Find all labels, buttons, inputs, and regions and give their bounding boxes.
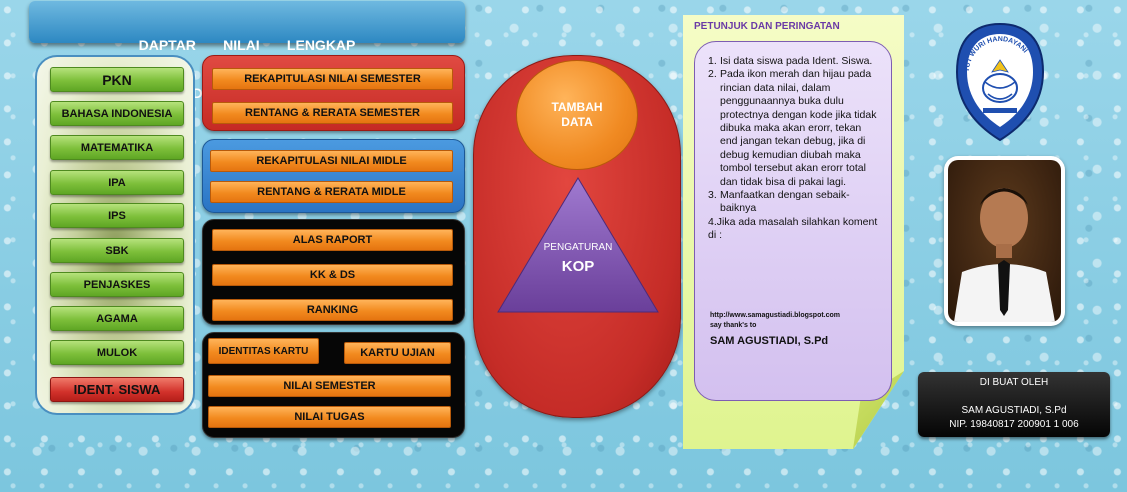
instruction-number: 2. [708, 68, 717, 81]
subject-button-mulok[interactable]: MULOK [50, 340, 184, 365]
tut-wuri-handayani-logo [955, 22, 1045, 142]
app-title-line1: DAPTAR NILAI LENGKAP [138, 37, 356, 53]
subject-button-ips[interactable]: IPS [50, 203, 184, 228]
subject-button-bahasa-indonesia[interactable]: BAHASA INDONESIA [50, 101, 184, 126]
author-nip: NIP. 19840817 200901 1 006 [949, 419, 1079, 430]
instruction-text: Isi data siswa pada Ident. Siswa. [720, 55, 873, 67]
author-photo [944, 156, 1065, 326]
instruction-text: Pada ikon merah dan hijau pada rincian data nilai, dalam penggunaannya buka dulu protectnya dengan kode jika tidak dibuka maka akan erorr, tekan end jangan tekan debug, jika di debug kemudian diubah maka tombol tersebut akan erorr total dan tidak bisa di pakai lagi. [720, 68, 877, 188]
subject-button-sbk[interactable]: SBK [50, 238, 184, 263]
author-created-by: DI BUAT OLEH [979, 377, 1049, 388]
instructions-title: PETUNJUK DAN PERINGATAN [694, 21, 840, 32]
ident-siswa-button[interactable]: IDENT. SISWA [50, 377, 184, 402]
blog-url [710, 311, 880, 331]
rentang-rerata-midle-button[interactable]: RENTANG & RERATA MIDLE [210, 181, 453, 203]
pengaturan-label: PENGATURAN [543, 242, 613, 253]
ranking-button[interactable]: RANKING [212, 299, 453, 321]
kk-ds-button[interactable]: KK & DS [212, 264, 453, 286]
subject-button-ipa[interactable]: IPA [50, 170, 184, 195]
instruction-text: Manfaatkan dengan sebaik-baiknya [720, 189, 850, 215]
instruction-number: 1. [708, 55, 717, 67]
rentang-rerata-semester-button[interactable]: RENTANG & RERATA SEMESTER [212, 102, 453, 124]
identitas-kartu-button[interactable]: IDENTITAS KARTU [208, 338, 319, 364]
subject-button-pkn[interactable]: PKN [50, 67, 184, 92]
rekap-nilai-semester-button[interactable]: REKAPITULASI NILAI SEMESTER [212, 68, 453, 90]
nilai-tugas-button[interactable]: NILAI TUGAS [208, 406, 451, 428]
kartu-ujian-button[interactable]: KARTU UJIAN [344, 342, 451, 364]
author-info-box [918, 372, 1110, 437]
rekap-nilai-midle-button[interactable]: REKAPITULASI NILAI MIDLE [210, 150, 453, 172]
app-title-line2: SDN [183, 85, 213, 101]
instruction-item [708, 55, 878, 68]
portrait-image [948, 160, 1061, 322]
subject-button-agama[interactable]: AGAMA [50, 306, 184, 331]
logo-motto: TUT WURI HANDAYANI [963, 35, 1029, 73]
blog-link[interactable]: http://www.samagustiadi.blogspot.com [710, 312, 841, 319]
nilai-semester-button[interactable]: NILAI SEMESTER [208, 375, 451, 397]
instruction-item-4: 4.Jika ada masalah silahkan koment di : [708, 215, 878, 242]
instructions-list [708, 55, 878, 243]
alas-raport-button[interactable]: ALAS RAPORT [212, 229, 453, 251]
instruction-item [708, 68, 878, 189]
subject-button-matematika[interactable]: MATEMATIKA [50, 135, 184, 160]
tambah-data-button[interactable]: TAMBAH DATA [516, 60, 638, 170]
instruction-number: 3. [708, 189, 717, 202]
instruction-item [708, 189, 878, 216]
thanks-text: say thank's to [710, 322, 757, 329]
author-name: SAM AGUSTIADI, S.Pd [961, 405, 1067, 416]
instructions-signature: SAM AGUSTIADI, S.Pd [710, 335, 829, 347]
subject-button-penjaskes[interactable]: PENJASKES [50, 272, 184, 297]
kop-label: KOP [561, 258, 595, 275]
